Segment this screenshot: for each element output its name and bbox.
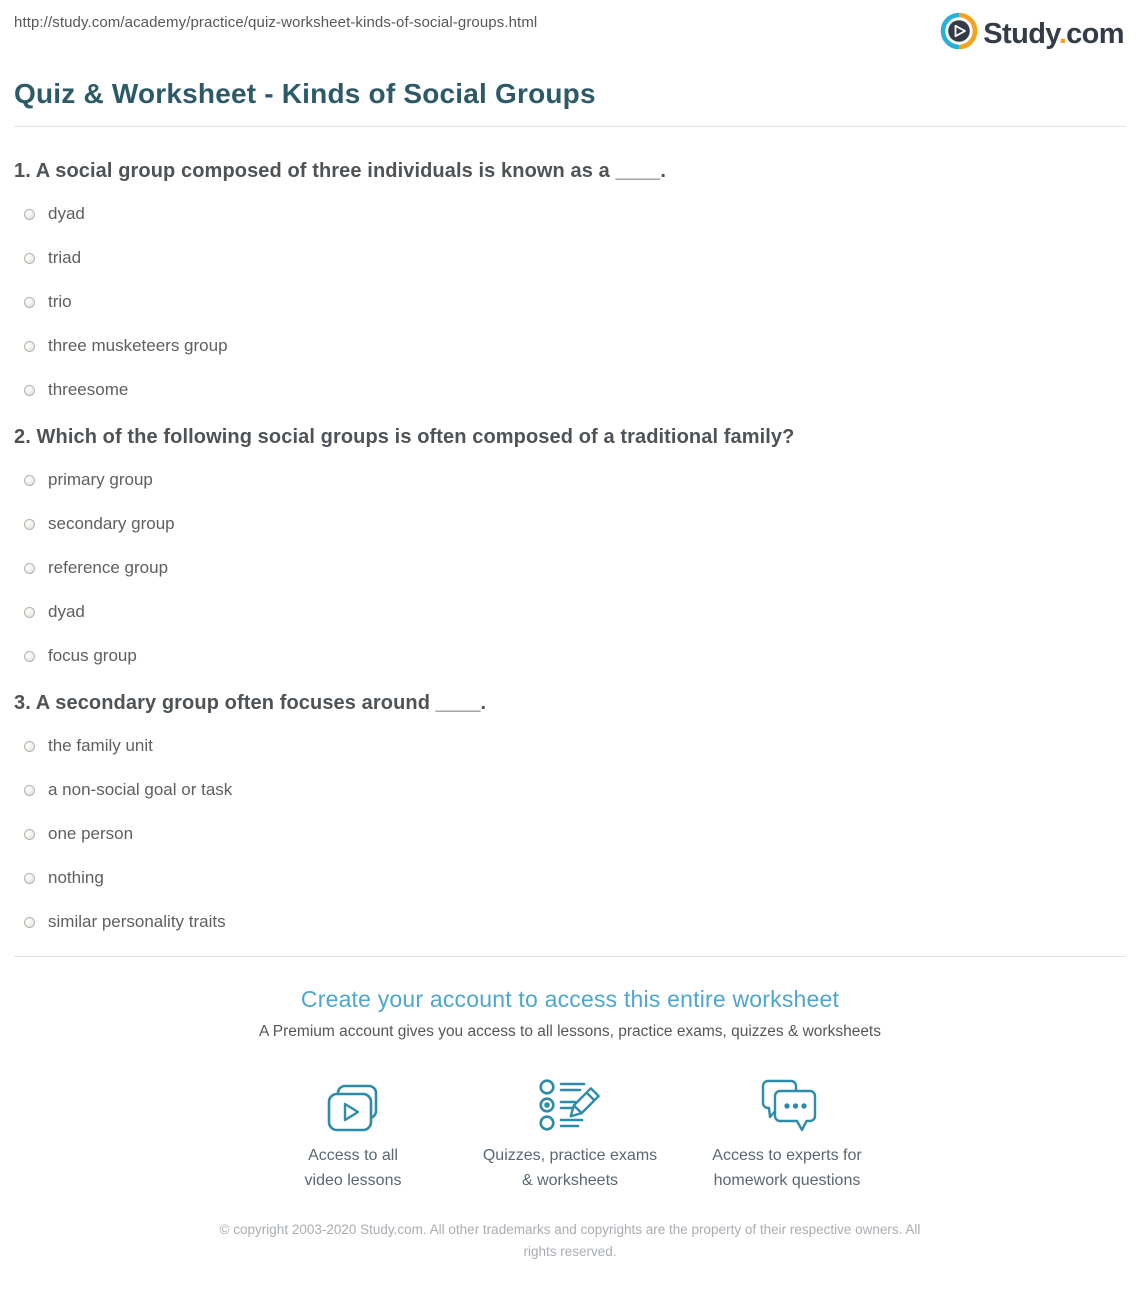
feature-label: Quizzes, practice exams & worksheets [482,1147,658,1189]
option-label[interactable]: dyad [48,204,85,223]
option-label[interactable]: threesome [48,380,129,399]
cta-section [0,957,1140,1193]
question-1: 1. A social group composed of three individuals is known as a ____. [14,160,667,182]
logo-com: com [1066,17,1124,50]
copyright-text: © copyright 2003-2020 Study.com. All other trademarks and copyrights are the property of their respective owners. All rights reserved. [219,1222,921,1259]
option-label[interactable]: triad [48,248,82,267]
quiz-option-q2-focus-group[interactable] [14,646,1126,666]
radio-button[interactable] [24,741,35,752]
option-label[interactable]: a non-social goal or task [48,780,233,799]
quiz-option-q3-nothing[interactable] [14,868,1126,888]
question-2: 2. Which of the following social groups is often composed of a traditional family? [14,426,795,448]
radio-button[interactable] [24,297,35,308]
option-label[interactable]: trio [48,292,72,311]
quiz-section [0,158,1140,932]
header [0,0,1140,52]
option-label[interactable]: primary group [48,470,153,489]
quiz-option-q3-non-social-goal[interactable] [14,780,1126,800]
cta-heading: Create your account to access this entire worksheet [300,986,840,1012]
radio-button[interactable] [24,341,35,352]
option-label[interactable]: nothing [48,868,104,887]
quiz-pencil-icon [537,1075,603,1133]
quiz-option-q2-secondary-group[interactable] [14,514,1126,534]
quiz-option-q1-triad[interactable] [14,248,1126,268]
page-url: http://study.com/academy/practice/quiz-worksheet-kinds-of-social-groups.html [14,14,538,31]
quiz-option-q2-primary-group[interactable] [14,470,1126,490]
radio-button[interactable] [24,519,35,530]
quiz-option-q2-reference-group[interactable] [14,558,1126,578]
quiz-option-q3-one-person[interactable] [14,824,1126,844]
radio-button[interactable] [24,829,35,840]
radio-button[interactable] [24,563,35,574]
radio-button[interactable] [24,607,35,618]
option-label[interactable]: secondary group [48,514,175,533]
chat-bubbles-icon [756,1075,818,1133]
quiz-option-q1-trio[interactable] [14,292,1126,312]
feature-label: Access to all video lessons [304,1147,402,1189]
feature-quizzes-worksheets [462,1075,679,1193]
features-row [0,1075,1140,1193]
question-3: 3. A secondary group often focuses around ____. [14,692,487,714]
radio-button[interactable] [24,475,35,486]
footer [0,1219,1140,1263]
logo-study: Study [983,17,1059,50]
page-title: Quiz & Worksheet - Kinds of Social Groups [14,78,596,109]
feature-video-lessons [245,1075,462,1193]
radio-button[interactable] [24,917,35,928]
option-label[interactable]: similar personality traits [48,912,226,931]
radio-button[interactable] [24,385,35,396]
option-label[interactable]: focus group [48,646,137,665]
option-label[interactable]: the family unit [48,736,153,755]
logo-dot: . [1058,17,1067,50]
option-label[interactable]: dyad [48,602,85,621]
quiz-option-q2-dyad[interactable] [14,602,1126,622]
radio-button[interactable] [24,873,35,884]
radio-button[interactable] [24,785,35,796]
option-label[interactable]: reference group [48,558,169,577]
divider-top [14,126,1126,127]
quiz-option-q1-threesome[interactable] [14,380,1126,400]
quiz-option-q1-three-musketeers[interactable] [14,336,1126,356]
quiz-option-q1-dyad[interactable] [14,204,1126,224]
feature-expert-help [679,1075,896,1193]
feature-label: Access to experts for homework questions [712,1147,862,1189]
logo-text [983,15,1124,53]
cta-subheading: A Premium account gives you access to all lessons, practice exams, quizzes & worksheets [259,1023,881,1040]
play-circle-icon [940,12,978,55]
quiz-option-q3-family-unit[interactable] [14,736,1126,756]
radio-button[interactable] [24,651,35,662]
option-label[interactable]: one person [48,824,134,843]
option-label[interactable]: three musketeers group [48,336,228,355]
studycom-logo[interactable] [940,12,1124,55]
quiz-option-q3-similar-personality[interactable] [14,912,1126,932]
video-lessons-icon [326,1075,380,1133]
radio-button[interactable] [24,209,35,220]
radio-button[interactable] [24,253,35,264]
